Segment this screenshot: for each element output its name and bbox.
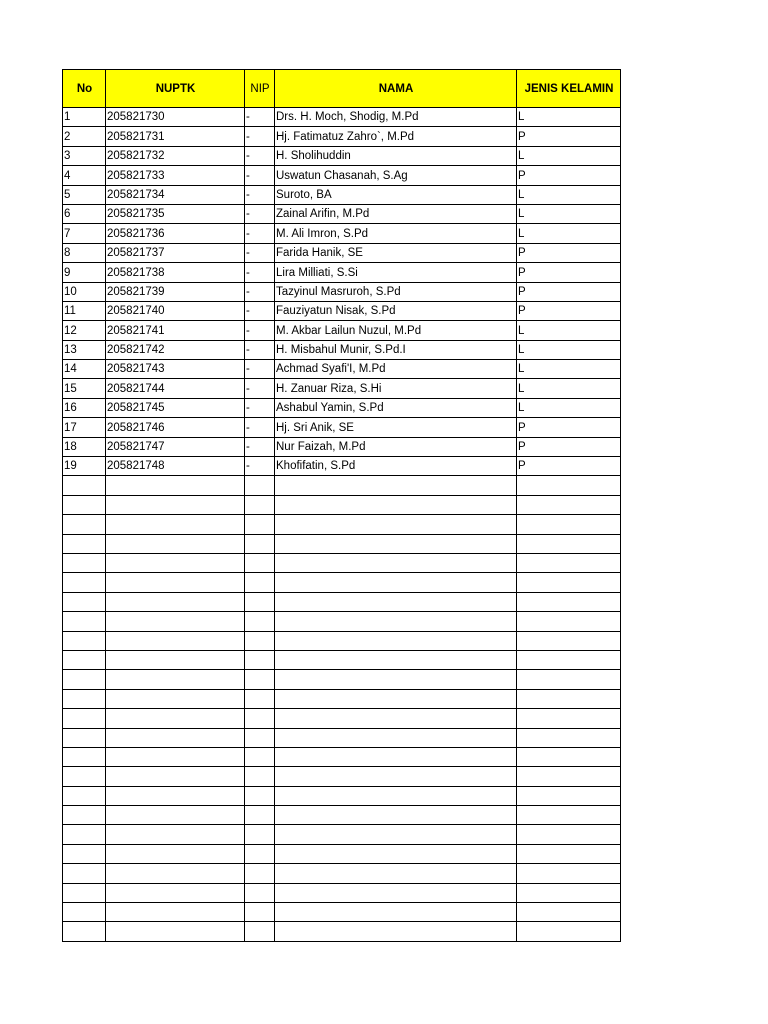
cell-nuptk[interactable] bbox=[106, 495, 245, 514]
cell-nuptk[interactable]: 205821732 bbox=[106, 146, 245, 165]
header-nuptk[interactable]: NUPTK bbox=[106, 70, 245, 108]
cell-nip[interactable]: - bbox=[245, 127, 275, 146]
cell-jenis-kelamin[interactable] bbox=[517, 747, 621, 766]
cell-nip[interactable] bbox=[245, 689, 275, 708]
cell-nama[interactable]: Ashabul Yamin, S.Pd bbox=[275, 398, 517, 417]
cell-nip[interactable]: - bbox=[245, 379, 275, 398]
cell-nama[interactable]: H. Zanuar Riza, S.Hi bbox=[275, 379, 517, 398]
cell-nuptk[interactable] bbox=[106, 650, 245, 669]
cell-nip[interactable] bbox=[245, 844, 275, 863]
table-row bbox=[63, 786, 621, 805]
cell-no[interactable]: 10 bbox=[63, 282, 106, 301]
cell-no[interactable]: 9 bbox=[63, 263, 106, 282]
cell-nuptk[interactable] bbox=[106, 553, 245, 572]
cell-nuptk[interactable]: 205821735 bbox=[106, 204, 245, 223]
table-row bbox=[63, 301, 621, 320]
cell-nama[interactable]: M. Akbar Lailun Nuzul, M.Pd bbox=[275, 321, 517, 340]
cell-nuptk[interactable]: 205821745 bbox=[106, 398, 245, 417]
table-row bbox=[63, 806, 621, 825]
cell-no[interactable]: 19 bbox=[63, 457, 106, 476]
cell-nip[interactable] bbox=[245, 573, 275, 592]
cell-nuptk[interactable] bbox=[106, 767, 245, 786]
cell-nip[interactable] bbox=[245, 495, 275, 514]
cell-nama[interactable] bbox=[275, 631, 517, 650]
cell-nip[interactable] bbox=[245, 670, 275, 689]
cell-nip[interactable] bbox=[245, 709, 275, 728]
cell-nip[interactable] bbox=[245, 515, 275, 534]
cell-nip[interactable]: - bbox=[245, 146, 275, 165]
table-header bbox=[63, 70, 621, 108]
cell-no[interactable] bbox=[63, 825, 106, 844]
header-no[interactable]: No bbox=[63, 70, 106, 108]
cell-nuptk[interactable]: 205821738 bbox=[106, 263, 245, 282]
cell-jenis-kelamin[interactable] bbox=[517, 825, 621, 844]
table-row bbox=[63, 224, 621, 243]
cell-nama[interactable] bbox=[275, 844, 517, 863]
cell-jenis-kelamin[interactable] bbox=[517, 534, 621, 553]
cell-no[interactable]: 13 bbox=[63, 340, 106, 359]
cell-no[interactable]: 3 bbox=[63, 146, 106, 165]
cell-nip[interactable] bbox=[245, 883, 275, 902]
cell-no[interactable] bbox=[63, 864, 106, 883]
cell-nuptk[interactable]: 205821743 bbox=[106, 360, 245, 379]
cell-no[interactable] bbox=[63, 922, 106, 941]
cell-jenis-kelamin[interactable] bbox=[517, 515, 621, 534]
cell-nuptk[interactable] bbox=[106, 631, 245, 650]
cell-jenis-kelamin[interactable] bbox=[517, 806, 621, 825]
cell-nip[interactable]: - bbox=[245, 360, 275, 379]
cell-nuptk[interactable] bbox=[106, 573, 245, 592]
cell-jenis-kelamin[interactable]: L bbox=[517, 185, 621, 204]
cell-nuptk[interactable] bbox=[106, 709, 245, 728]
header-nama[interactable]: NAMA bbox=[275, 70, 517, 108]
cell-nuptk[interactable]: 205821733 bbox=[106, 166, 245, 185]
cell-jenis-kelamin[interactable]: P bbox=[517, 437, 621, 456]
cell-no[interactable]: 18 bbox=[63, 437, 106, 456]
cell-nama[interactable] bbox=[275, 689, 517, 708]
cell-nip[interactable]: - bbox=[245, 282, 275, 301]
cell-nip[interactable] bbox=[245, 767, 275, 786]
cell-no[interactable] bbox=[63, 515, 106, 534]
cell-nip[interactable]: - bbox=[245, 321, 275, 340]
cell-no[interactable]: 12 bbox=[63, 321, 106, 340]
table-body bbox=[63, 108, 621, 942]
cell-jenis-kelamin[interactable] bbox=[517, 670, 621, 689]
cell-nama[interactable] bbox=[275, 573, 517, 592]
cell-jenis-kelamin[interactable]: L bbox=[517, 340, 621, 359]
cell-nama[interactable]: Suroto, BA bbox=[275, 185, 517, 204]
cell-nip[interactable] bbox=[245, 592, 275, 611]
cell-no[interactable] bbox=[63, 476, 106, 495]
cell-nip[interactable] bbox=[245, 631, 275, 650]
table-row bbox=[63, 883, 621, 902]
cell-jenis-kelamin[interactable]: P bbox=[517, 418, 621, 437]
cell-nip[interactable]: - bbox=[245, 166, 275, 185]
cell-jenis-kelamin[interactable] bbox=[517, 903, 621, 922]
cell-no[interactable] bbox=[63, 553, 106, 572]
cell-nama[interactable] bbox=[275, 553, 517, 572]
cell-nama[interactable]: Achmad Syafi'I, M.Pd bbox=[275, 360, 517, 379]
cell-jenis-kelamin[interactable] bbox=[517, 728, 621, 747]
table-row bbox=[63, 398, 621, 417]
cell-jenis-kelamin[interactable]: P bbox=[517, 457, 621, 476]
cell-no[interactable]: 17 bbox=[63, 418, 106, 437]
cell-nama[interactable]: Hj. Fatimatuz Zahro`, M.Pd bbox=[275, 127, 517, 146]
cell-nuptk[interactable]: 205821740 bbox=[106, 301, 245, 320]
cell-no[interactable] bbox=[63, 534, 106, 553]
cell-jenis-kelamin[interactable] bbox=[517, 864, 621, 883]
cell-nuptk[interactable]: 205821742 bbox=[106, 340, 245, 359]
cell-nip[interactable] bbox=[245, 728, 275, 747]
table-row bbox=[63, 360, 621, 379]
cell-nuptk[interactable]: 205821736 bbox=[106, 224, 245, 243]
cell-jenis-kelamin[interactable] bbox=[517, 631, 621, 650]
cell-no[interactable] bbox=[63, 612, 106, 631]
cell-nuptk[interactable] bbox=[106, 728, 245, 747]
cell-nama[interactable] bbox=[275, 786, 517, 805]
cell-jenis-kelamin[interactable]: P bbox=[517, 282, 621, 301]
cell-nuptk[interactable]: 205821746 bbox=[106, 418, 245, 437]
cell-nuptk[interactable] bbox=[106, 612, 245, 631]
cell-nuptk[interactable] bbox=[106, 592, 245, 611]
table-row bbox=[63, 379, 621, 398]
cell-nuptk[interactable]: 205821730 bbox=[106, 108, 245, 127]
cell-nama[interactable] bbox=[275, 825, 517, 844]
cell-no[interactable] bbox=[63, 689, 106, 708]
cell-no[interactable]: 1 bbox=[63, 108, 106, 127]
cell-nama[interactable]: Fauziyatun Nisak, S.Pd bbox=[275, 301, 517, 320]
cell-nip[interactable]: - bbox=[245, 185, 275, 204]
table-row bbox=[63, 495, 621, 514]
cell-no[interactable] bbox=[63, 592, 106, 611]
cell-jenis-kelamin[interactable]: L bbox=[517, 398, 621, 417]
cell-no[interactable]: 11 bbox=[63, 301, 106, 320]
cell-nama[interactable] bbox=[275, 534, 517, 553]
cell-nip[interactable]: - bbox=[245, 398, 275, 417]
cell-jenis-kelamin[interactable]: P bbox=[517, 301, 621, 320]
cell-jenis-kelamin[interactable] bbox=[517, 767, 621, 786]
cell-no[interactable] bbox=[63, 747, 106, 766]
cell-nuptk[interactable]: 205821741 bbox=[106, 321, 245, 340]
cell-nuptk[interactable] bbox=[106, 747, 245, 766]
cell-nuptk[interactable] bbox=[106, 825, 245, 844]
table-row bbox=[63, 204, 621, 223]
cell-jenis-kelamin[interactable] bbox=[517, 476, 621, 495]
cell-no[interactable] bbox=[63, 495, 106, 514]
table-row bbox=[63, 631, 621, 650]
cell-nip[interactable] bbox=[245, 806, 275, 825]
cell-no[interactable] bbox=[63, 709, 106, 728]
cell-jenis-kelamin[interactable]: P bbox=[517, 243, 621, 262]
cell-nuptk[interactable] bbox=[106, 689, 245, 708]
cell-nama[interactable] bbox=[275, 883, 517, 902]
table-row bbox=[63, 263, 621, 282]
cell-nip[interactable]: - bbox=[245, 243, 275, 262]
cell-nama[interactable] bbox=[275, 670, 517, 689]
table-row bbox=[63, 903, 621, 922]
cell-jenis-kelamin[interactable] bbox=[517, 689, 621, 708]
cell-nuptk[interactable]: 205821737 bbox=[106, 243, 245, 262]
header-jenis-kelamin[interactable]: JENIS KELAMIN bbox=[517, 70, 621, 108]
cell-jenis-kelamin[interactable] bbox=[517, 786, 621, 805]
cell-nama[interactable]: M. Ali Imron, S.Pd bbox=[275, 224, 517, 243]
cell-nuptk[interactable] bbox=[106, 476, 245, 495]
cell-jenis-kelamin[interactable] bbox=[517, 883, 621, 902]
cell-nama[interactable] bbox=[275, 650, 517, 669]
table-row bbox=[63, 340, 621, 359]
cell-jenis-kelamin[interactable]: L bbox=[517, 146, 621, 165]
cell-nama[interactable] bbox=[275, 864, 517, 883]
table-row bbox=[63, 108, 621, 127]
cell-no[interactable] bbox=[63, 883, 106, 902]
table-row bbox=[63, 728, 621, 747]
cell-nip[interactable] bbox=[245, 612, 275, 631]
cell-nip[interactable] bbox=[245, 922, 275, 941]
table-row bbox=[63, 515, 621, 534]
cell-no[interactable]: 2 bbox=[63, 127, 106, 146]
cell-nuptk[interactable] bbox=[106, 844, 245, 863]
cell-jenis-kelamin[interactable]: L bbox=[517, 379, 621, 398]
table-row bbox=[63, 437, 621, 456]
table-row bbox=[63, 767, 621, 786]
cell-no[interactable] bbox=[63, 631, 106, 650]
cell-nip[interactable] bbox=[245, 903, 275, 922]
table-row bbox=[63, 243, 621, 262]
cell-nip[interactable]: - bbox=[245, 204, 275, 223]
cell-nama[interactable]: Tazyinul Masruroh, S.Pd bbox=[275, 282, 517, 301]
header-nip[interactable]: NIP bbox=[245, 70, 275, 108]
cell-nip[interactable] bbox=[245, 534, 275, 553]
cell-no[interactable]: 16 bbox=[63, 398, 106, 417]
cell-jenis-kelamin[interactable]: L bbox=[517, 204, 621, 223]
cell-jenis-kelamin[interactable]: L bbox=[517, 321, 621, 340]
cell-jenis-kelamin[interactable]: L bbox=[517, 108, 621, 127]
cell-nip[interactable]: - bbox=[245, 224, 275, 243]
cell-jenis-kelamin[interactable] bbox=[517, 553, 621, 572]
table-row bbox=[63, 747, 621, 766]
cell-nip[interactable] bbox=[245, 864, 275, 883]
cell-no[interactable] bbox=[63, 903, 106, 922]
cell-nuptk[interactable] bbox=[106, 670, 245, 689]
cell-nama[interactable] bbox=[275, 515, 517, 534]
cell-nip[interactable] bbox=[245, 747, 275, 766]
cell-nuptk[interactable]: 205821739 bbox=[106, 282, 245, 301]
table-row bbox=[63, 864, 621, 883]
cell-nip[interactable]: - bbox=[245, 340, 275, 359]
cell-nip[interactable]: - bbox=[245, 108, 275, 127]
cell-nama[interactable]: Hj. Sri Anik, SE bbox=[275, 418, 517, 437]
cell-nip[interactable]: - bbox=[245, 437, 275, 456]
cell-no[interactable]: 5 bbox=[63, 185, 106, 204]
cell-nuptk[interactable]: 205821748 bbox=[106, 457, 245, 476]
cell-nuptk[interactable] bbox=[106, 903, 245, 922]
table-row bbox=[63, 534, 621, 553]
cell-nama[interactable] bbox=[275, 495, 517, 514]
table-row bbox=[63, 457, 621, 476]
cell-nip[interactable] bbox=[245, 825, 275, 844]
table-row bbox=[63, 282, 621, 301]
cell-nama[interactable] bbox=[275, 767, 517, 786]
cell-nama[interactable]: H. Misbahul Munir, S.Pd.I bbox=[275, 340, 517, 359]
cell-no[interactable] bbox=[63, 670, 106, 689]
cell-nama[interactable]: Drs. H. Moch, Shodig, M.Pd bbox=[275, 108, 517, 127]
cell-nama[interactable] bbox=[275, 476, 517, 495]
table-row bbox=[63, 592, 621, 611]
table-row bbox=[63, 650, 621, 669]
cell-nip[interactable] bbox=[245, 786, 275, 805]
cell-jenis-kelamin[interactable] bbox=[517, 709, 621, 728]
cell-nama[interactable]: Nur Faizah, M.Pd bbox=[275, 437, 517, 456]
cell-no[interactable]: 6 bbox=[63, 204, 106, 223]
cell-nuptk[interactable]: 205821747 bbox=[106, 437, 245, 456]
cell-jenis-kelamin[interactable] bbox=[517, 922, 621, 941]
cell-nip[interactable]: - bbox=[245, 263, 275, 282]
table-row bbox=[63, 185, 621, 204]
cell-nama[interactable] bbox=[275, 728, 517, 747]
cell-nama[interactable]: Zainal Arifin, M.Pd bbox=[275, 204, 517, 223]
table-row bbox=[63, 476, 621, 495]
cell-no[interactable]: 15 bbox=[63, 379, 106, 398]
table-row bbox=[63, 844, 621, 863]
cell-jenis-kelamin[interactable]: P bbox=[517, 166, 621, 185]
staff-table bbox=[62, 69, 621, 942]
table-row bbox=[63, 922, 621, 941]
table-row bbox=[63, 553, 621, 572]
cell-nama[interactable]: Khofifatin, S.Pd bbox=[275, 457, 517, 476]
cell-nuptk[interactable] bbox=[106, 922, 245, 941]
table-row bbox=[63, 146, 621, 165]
cell-no[interactable] bbox=[63, 786, 106, 805]
table-row bbox=[63, 573, 621, 592]
cell-nama[interactable]: Farida Hanik, SE bbox=[275, 243, 517, 262]
cell-jenis-kelamin[interactable]: P bbox=[517, 263, 621, 282]
cell-no[interactable]: 14 bbox=[63, 360, 106, 379]
cell-nuptk[interactable] bbox=[106, 883, 245, 902]
table-row bbox=[63, 127, 621, 146]
cell-nuptk[interactable] bbox=[106, 806, 245, 825]
cell-jenis-kelamin[interactable]: P bbox=[517, 127, 621, 146]
cell-nip[interactable] bbox=[245, 476, 275, 495]
cell-nuptk[interactable] bbox=[106, 864, 245, 883]
cell-jenis-kelamin[interactable] bbox=[517, 844, 621, 863]
cell-no[interactable] bbox=[63, 650, 106, 669]
cell-nuptk[interactable]: 205821734 bbox=[106, 185, 245, 204]
cell-nip[interactable]: - bbox=[245, 457, 275, 476]
cell-no[interactable] bbox=[63, 767, 106, 786]
cell-jenis-kelamin[interactable]: L bbox=[517, 224, 621, 243]
cell-nip[interactable]: - bbox=[245, 418, 275, 437]
table-row bbox=[63, 612, 621, 631]
cell-jenis-kelamin[interactable]: L bbox=[517, 360, 621, 379]
table-row bbox=[63, 321, 621, 340]
table-row bbox=[63, 418, 621, 437]
cell-no[interactable] bbox=[63, 728, 106, 747]
cell-no[interactable] bbox=[63, 806, 106, 825]
cell-nuptk[interactable] bbox=[106, 786, 245, 805]
cell-jenis-kelamin[interactable] bbox=[517, 495, 621, 514]
table-row bbox=[63, 825, 621, 844]
cell-no[interactable]: 4 bbox=[63, 166, 106, 185]
table-row bbox=[63, 709, 621, 728]
table-row bbox=[63, 670, 621, 689]
cell-no[interactable] bbox=[63, 573, 106, 592]
cell-nama[interactable] bbox=[275, 612, 517, 631]
cell-nama[interactable] bbox=[275, 806, 517, 825]
header-row bbox=[63, 70, 621, 108]
cell-no[interactable]: 8 bbox=[63, 243, 106, 262]
cell-nama[interactable] bbox=[275, 709, 517, 728]
cell-nuptk[interactable] bbox=[106, 515, 245, 534]
cell-jenis-kelamin[interactable] bbox=[517, 650, 621, 669]
cell-nama[interactable]: Uswatun Chasanah, S.Ag bbox=[275, 166, 517, 185]
table-row bbox=[63, 166, 621, 185]
cell-nama[interactable]: Lira Milliati, S.Si bbox=[275, 263, 517, 282]
cell-jenis-kelamin[interactable] bbox=[517, 592, 621, 611]
cell-nama[interactable] bbox=[275, 903, 517, 922]
cell-no[interactable]: 7 bbox=[63, 224, 106, 243]
cell-nuptk[interactable]: 205821731 bbox=[106, 127, 245, 146]
cell-nuptk[interactable] bbox=[106, 534, 245, 553]
cell-nama[interactable] bbox=[275, 922, 517, 941]
cell-nip[interactable]: - bbox=[245, 301, 275, 320]
cell-nama[interactable]: H. Sholihuddin bbox=[275, 146, 517, 165]
cell-nip[interactable] bbox=[245, 650, 275, 669]
cell-nama[interactable] bbox=[275, 592, 517, 611]
cell-nip[interactable] bbox=[245, 553, 275, 572]
cell-jenis-kelamin[interactable] bbox=[517, 612, 621, 631]
cell-no[interactable] bbox=[63, 844, 106, 863]
cell-jenis-kelamin[interactable] bbox=[517, 573, 621, 592]
cell-nuptk[interactable]: 205821744 bbox=[106, 379, 245, 398]
table-row bbox=[63, 689, 621, 708]
cell-nama[interactable] bbox=[275, 747, 517, 766]
